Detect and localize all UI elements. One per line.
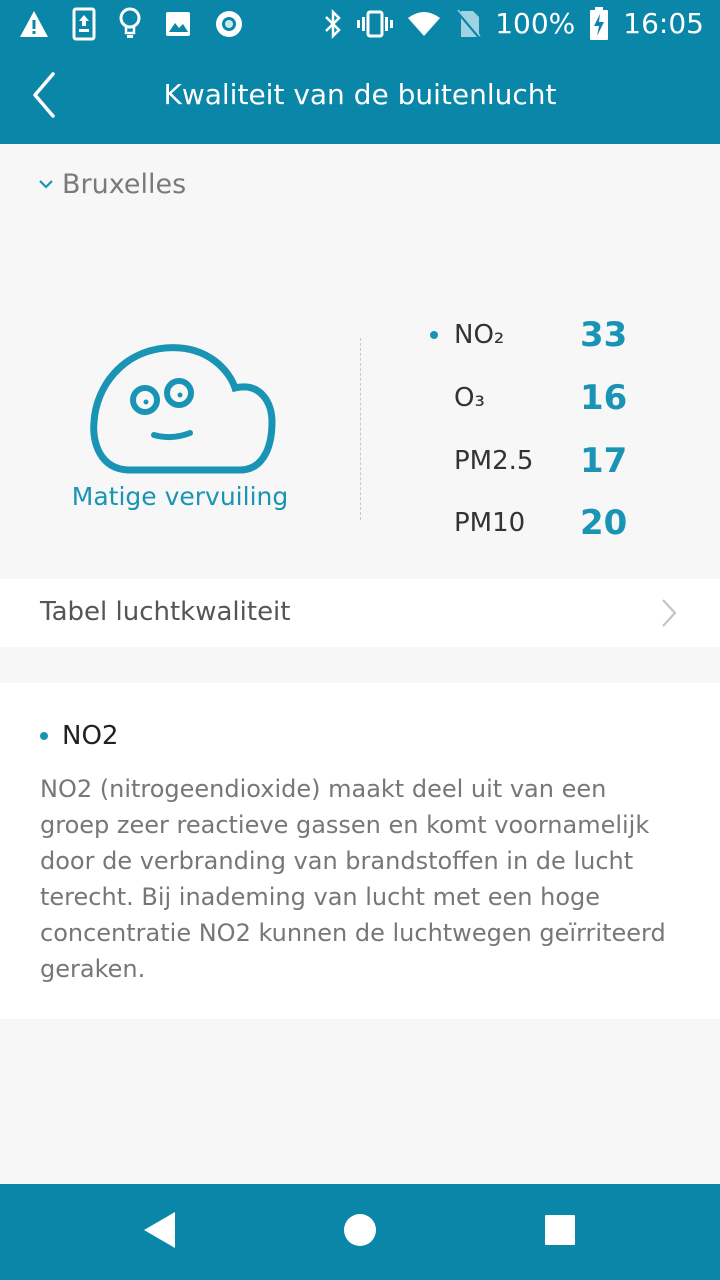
bullet-icon — [40, 732, 48, 740]
air-quality-table-link[interactable] — [0, 579, 720, 647]
vibrate-icon — [357, 9, 393, 39]
lightbulb-icon — [118, 7, 142, 41]
air-quality-status: Matige vervuiling — [71, 482, 289, 511]
battery-percent: 100% — [495, 7, 576, 40]
page-title: Kwaliteit van de buitenlucht — [163, 78, 557, 111]
circle-icon — [214, 9, 244, 39]
info-description: NO2 (nitrogeendioxide) maakt deel uit van een groep zeer reactieve gassen en komt voornamelijk door de verbranding van brandstoffen in de lucht terecht. Bij inademing van lucht met een hoge concentratie NO2 kunnen de luchtwegen geïrriteerd geraken. — [40, 775, 666, 983]
square-recents-icon — [544, 1214, 576, 1250]
pollutant-value: 16 — [580, 378, 628, 418]
pollutant-row-no2[interactable] — [430, 310, 670, 360]
no-sim-icon — [455, 9, 481, 39]
home-circle-icon — [343, 1213, 377, 1251]
info-header — [40, 721, 118, 751]
pollutant-name: O₃ — [454, 383, 485, 413]
clock: 16:05 — [623, 7, 704, 40]
navigation-bar — [0, 1184, 720, 1280]
pollutant-info-card — [0, 683, 720, 1019]
pollutant-name: PM10 — [454, 508, 526, 538]
pollutant-name: PM2.5 — [454, 446, 534, 476]
table-link-label: Tabel luchtkwaliteit — [40, 597, 291, 627]
sync-icon — [72, 7, 96, 41]
pollutant-value: 20 — [580, 503, 628, 543]
image-icon — [164, 10, 192, 38]
app-bar — [0, 50, 720, 144]
pollutant-row-pm25[interactable] — [430, 436, 670, 486]
pollutant-name: NO₂ — [454, 320, 505, 350]
warning-icon — [18, 9, 50, 39]
pollutant-value: 33 — [580, 315, 628, 355]
nav-recents-button[interactable] — [538, 1210, 582, 1254]
nav-back-button[interactable] — [138, 1210, 182, 1254]
status-bar — [0, 0, 720, 50]
selected-indicator — [430, 331, 438, 339]
unselected-indicator — [430, 457, 438, 465]
info-title: NO2 — [62, 721, 119, 751]
battery-charging-icon — [589, 7, 609, 41]
location-selector[interactable] — [38, 164, 186, 204]
notification-icons — [18, 7, 244, 41]
triangle-back-icon — [141, 1210, 179, 1254]
unselected-indicator — [430, 394, 438, 402]
system-icons — [323, 4, 704, 44]
chevron-down-icon — [38, 175, 54, 194]
pollutant-row-pm10[interactable] — [430, 498, 670, 548]
chevron-right-icon — [660, 597, 678, 633]
wifi-icon — [407, 10, 441, 38]
divider — [360, 338, 361, 520]
bluetooth-icon — [323, 9, 343, 39]
pollutant-row-o3[interactable] — [430, 373, 670, 423]
nav-home-button[interactable] — [338, 1210, 382, 1254]
location-name: Bruxelles — [62, 168, 187, 200]
pollutant-value: 17 — [580, 441, 628, 481]
unselected-indicator — [430, 519, 438, 527]
